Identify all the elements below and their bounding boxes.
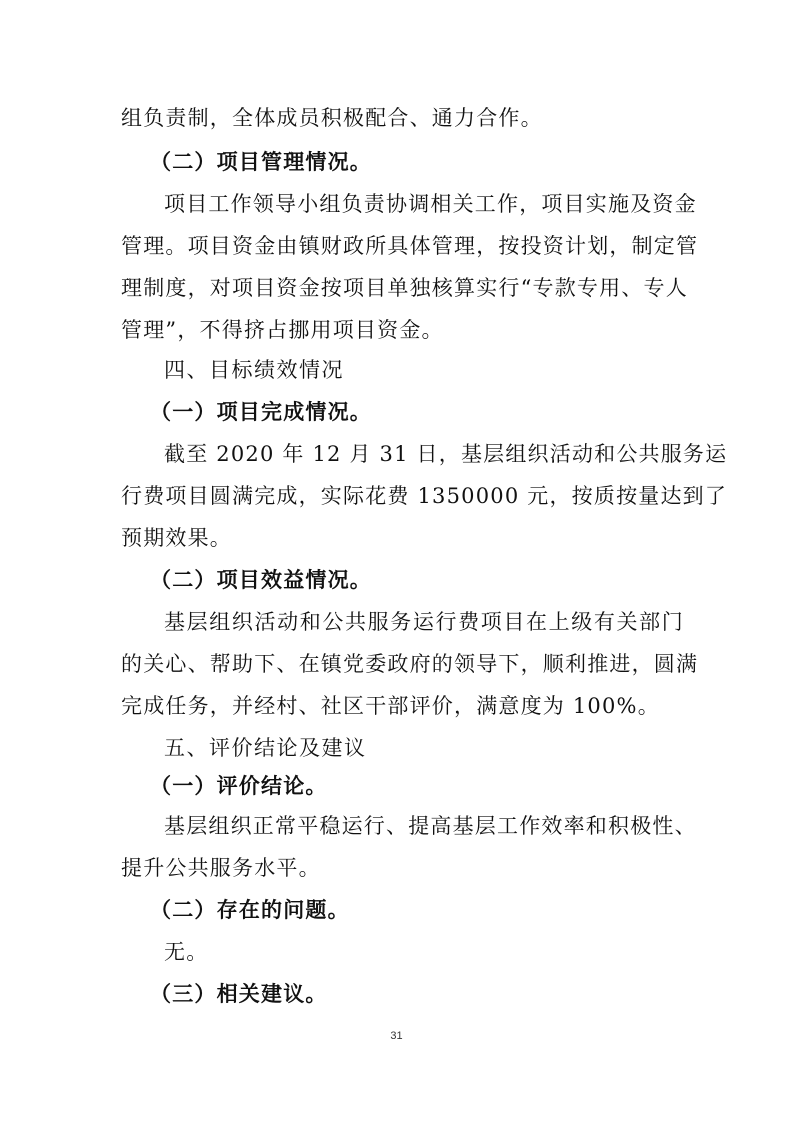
page-number: 31 [390,1030,403,1042]
paragraph-line: 基层组织正常平稳运行、提高基层工作效率和积极性、 [164,814,697,838]
subheading-evaluation-conclusion: （一）评价结论。 [150,774,328,798]
paragraph-line: 的关心、帮助下、在镇党委政府的领导下，顺利推进，圆满 [121,652,699,676]
subheading-existing-problems: （二）存在的问题。 [150,898,350,922]
paragraph-line: 完成任务，并经村、社区干部评价，满意度为 100%。 [121,694,660,718]
paragraph-line: 行费项目圆满完成，实际花费 1350000 元，按质按量达到了 [121,484,728,508]
paragraph-line: 管理。项目资金由镇财政所具体管理，按投资计划，制定管 [121,234,699,258]
section-heading-performance: 四、目标绩效情况 [164,358,344,382]
paragraph-line: 无。 [164,940,209,964]
paragraph-line: 截至 2020 年 12 月 31 日，基层组织活动和公共服务运 [164,442,728,466]
paragraph-line: 提升公共服务水平。 [121,856,321,880]
section-heading-conclusion: 五、评价结论及建议 [164,736,367,760]
paragraph-line: 预期效果。 [121,526,232,550]
paragraph-line: 理制度，对项目资金按项目单独核算实行“专款专用、专人 [121,276,688,300]
paragraph-line: 基层组织活动和公共服务运行费项目在上级有关部门 [164,610,684,634]
paragraph-line: 组负责制，全体成员积极配合、通力合作。 [121,106,543,130]
subheading-recommendations: （三）相关建议。 [150,982,328,1006]
subheading-project-management: （二）项目管理情况。 [150,150,372,174]
subheading-project-completion: （一）项目完成情况。 [150,400,372,424]
paragraph-line: 管理”，不得挤占挪用项目资金。 [121,318,444,342]
paragraph-line: 项目工作领导小组负责协调相关工作，项目实施及资金 [164,192,697,216]
subheading-project-benefit: （二）项目效益情况。 [150,568,372,592]
